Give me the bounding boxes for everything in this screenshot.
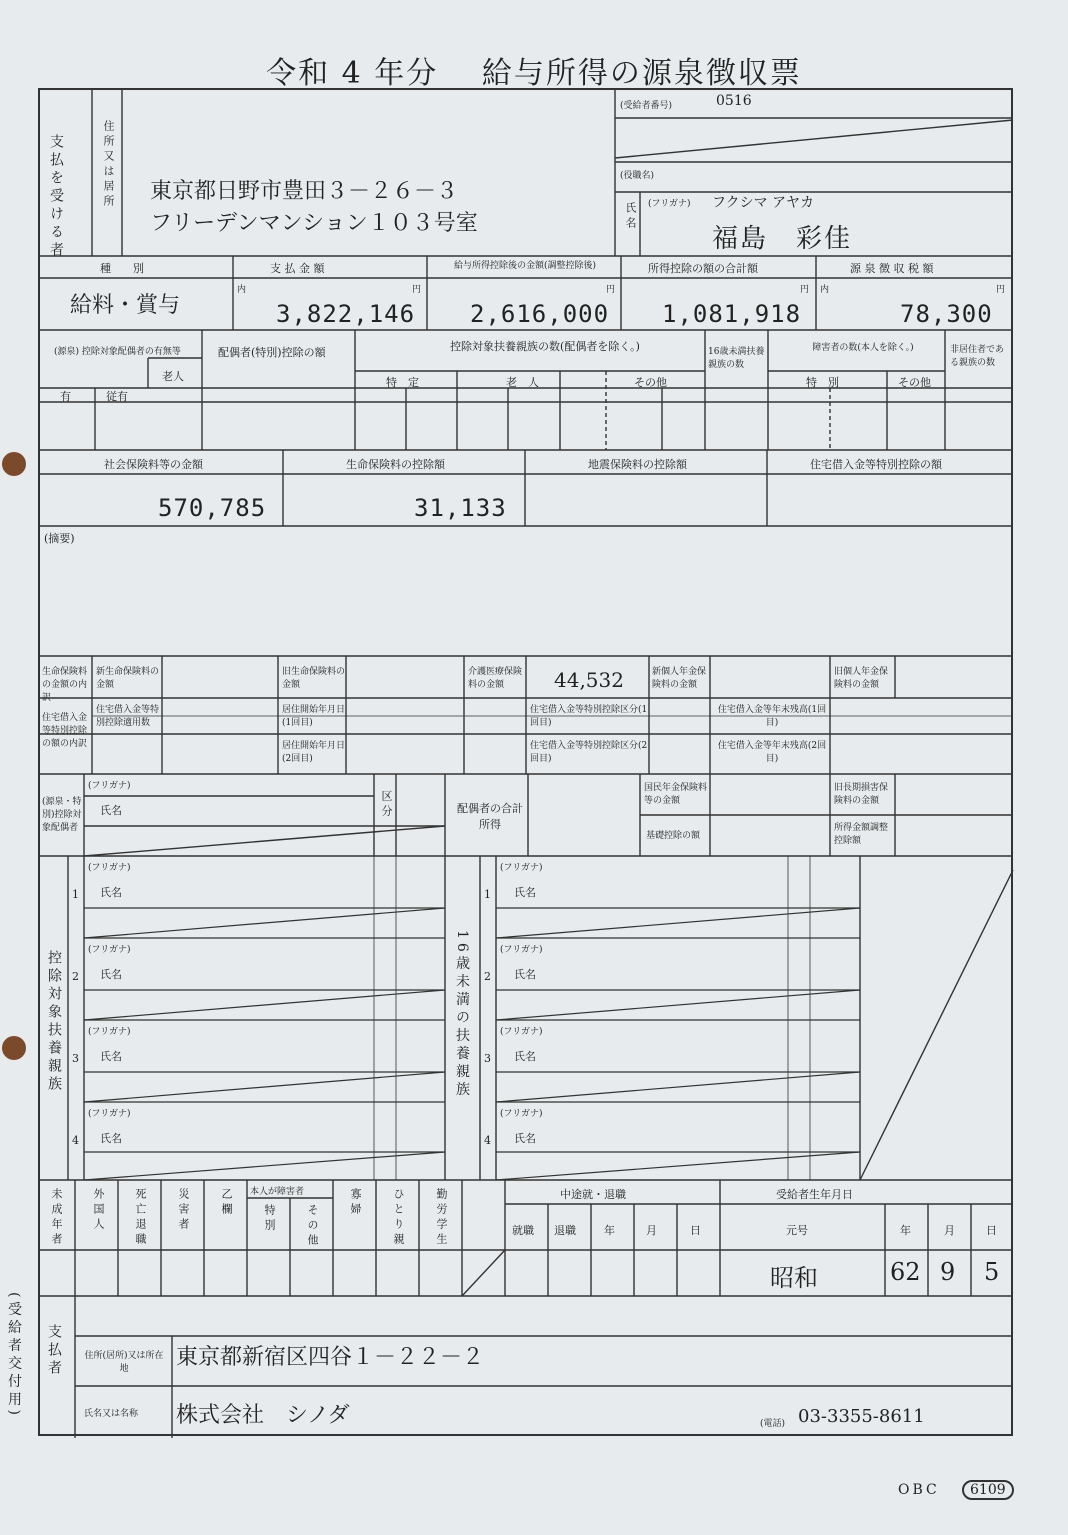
- spouse-furigana-label: (フリガナ): [88, 781, 131, 791]
- flag-widow: 寡婦: [349, 1188, 362, 1218]
- name-label: 氏名: [624, 202, 637, 232]
- unit-yen: 円: [800, 285, 810, 295]
- flag-minor: 未成年者: [50, 1188, 63, 1248]
- life-insurance-amount: 31,133: [414, 494, 507, 522]
- dep-furigana-label: (フリガナ): [88, 1109, 131, 1119]
- special-label: 特 定: [386, 376, 419, 389]
- dep-name-label: 氏名: [100, 1132, 122, 1145]
- housing-start2-label: 居住開始年月日(2回目): [282, 741, 346, 764]
- dep-right-no: 4: [484, 1134, 491, 1147]
- dep-right-no: 2: [484, 970, 491, 983]
- birth-year: 62: [890, 1258, 921, 1286]
- dependents-label: 控除対象扶養親族の数(配偶者を除く。): [450, 340, 640, 353]
- dep-name-label: 氏名: [514, 1132, 536, 1145]
- spouse-total-income-label: 配偶者の合計所得: [457, 802, 523, 831]
- summary-label: (摘要): [44, 532, 75, 545]
- social-insurance-label: 社会保険料等の金額: [104, 458, 203, 471]
- other-label: その他: [634, 376, 667, 389]
- dep-furigana-label: (フリガナ): [500, 945, 543, 955]
- disabled-other-label: その他: [898, 376, 931, 389]
- national-pension-label: 国民年金保険料等の金額: [644, 783, 708, 806]
- midyear-label: 中途就・退職: [560, 1188, 626, 1201]
- under16-label: 16歳未満扶養親族の数: [708, 347, 765, 370]
- day-label: 日: [690, 1224, 701, 1237]
- birth-era: 昭和: [770, 1264, 818, 1292]
- era-label: 元号: [786, 1224, 808, 1237]
- long-term-label: 旧長期損害保険料の金額: [834, 783, 889, 806]
- footer-code: 6109: [962, 1480, 1014, 1500]
- new-pension-label: 新個人年金保険料の金額: [652, 667, 707, 690]
- flag-single-parent: ひとり親: [392, 1188, 405, 1248]
- withholding-header: 源 泉 徴 収 税 額: [850, 262, 934, 275]
- dep-name-label: 氏名: [100, 1050, 122, 1063]
- after-deduction-header: 給与所得控除後の金額(調整控除後): [453, 261, 597, 271]
- unit-in: 内: [237, 285, 247, 295]
- dep-left-no: 3: [72, 1052, 79, 1065]
- care-label: 介護医療保険料の金額: [468, 667, 523, 690]
- recipient-name: 福島 彩佳: [712, 224, 853, 254]
- housing-start1-label: 居住開始年月日(1回目): [282, 705, 346, 728]
- birth-year-label: 年: [900, 1224, 911, 1237]
- life-insurance-label: 生命保険料の控除額: [346, 458, 445, 471]
- housing-count-label: 住宅借入金等特別控除適用数: [96, 705, 160, 728]
- life-breakdown-label: 生命保険料の金額の内訳: [42, 667, 88, 703]
- birth-day-label: 日: [986, 1224, 997, 1237]
- dep-left-no: 1: [72, 888, 79, 901]
- withholding-tax-amount: 78,300: [900, 300, 993, 328]
- disabled-self-label: 本人が障害者: [250, 1187, 305, 1197]
- old-pension-label: 旧個人年金保険料の金額: [834, 667, 889, 690]
- birth-label: 受給者生年月日: [776, 1188, 853, 1201]
- total-deduction-header: 所得控除の額の合計額: [648, 262, 758, 275]
- payment-header: 支 払 金 額: [270, 262, 325, 275]
- housing-bal2-label: 住宅借入金等年末残高(2回目): [717, 741, 827, 764]
- housing-class2-label: 住宅借入金等特別控除区分(2回目): [530, 741, 648, 764]
- dependents-right-label: 16歳未満の扶養親族: [454, 930, 470, 1100]
- flag-special: 特別: [263, 1204, 276, 1234]
- spouse-name-label: 氏名: [100, 804, 122, 817]
- flag-disaster: 災害者: [177, 1188, 190, 1233]
- earthquake-label: 地震保険料の控除額: [588, 458, 687, 471]
- payer-label: 支払者: [46, 1324, 62, 1378]
- dep-right-no: 1: [484, 888, 491, 901]
- after-deduction-amount: 2,616,000: [470, 300, 610, 328]
- dep-name-label: 氏名: [514, 968, 536, 981]
- position-label: (役職名): [620, 171, 655, 181]
- payer-tel: 03-3355-8611: [798, 1406, 925, 1427]
- spouse-kubun-label: 区分: [380, 790, 393, 820]
- flag-foreign: 外国人: [92, 1188, 105, 1233]
- payer-name-label: 氏名又は名称: [84, 1409, 139, 1419]
- flag-student: 勤労学生: [435, 1188, 448, 1248]
- disabled-label: 障害者の数(本人を除く。): [812, 343, 914, 353]
- unit-in: 内: [820, 285, 830, 295]
- spouse-exists-label: (源泉) 控除対象配偶者の有無等: [54, 347, 181, 357]
- birth-day: 5: [984, 1258, 1000, 1286]
- unit-yen: 円: [412, 285, 422, 295]
- recipient-furigana: フクシマ アヤカ: [712, 195, 815, 211]
- new-life-label: 新生命保険料の金額: [96, 667, 160, 690]
- payer-name: 株式会社 シノダ: [176, 1403, 350, 1428]
- job-out-label: 退職: [554, 1224, 576, 1237]
- recipient-address-line2: フリーデンマンション１０３号室: [150, 211, 478, 236]
- dependents-left-label: 控除対象扶養親族: [46, 950, 62, 1094]
- housing-breakdown-label: 住宅借入金等特別控除の額の内訳: [42, 713, 88, 749]
- birth-month-label: 月: [944, 1224, 955, 1237]
- dep-right-no: 3: [484, 1052, 491, 1065]
- total-deduction-amount: 1,081,918: [662, 300, 802, 328]
- housing-class1-label: 住宅借入金等特別控除区分(1回目): [530, 705, 648, 728]
- basic-deduction-label: 基礎控除の額: [646, 831, 701, 841]
- payer-address: 東京都新宿区四谷１－２２－２: [176, 1345, 485, 1370]
- month-label: 月: [646, 1224, 657, 1237]
- type-header: 種 別: [100, 262, 144, 275]
- pay-to-label: 支払を受ける者: [48, 134, 64, 260]
- side-note: (受給者交付用): [6, 1292, 22, 1419]
- dep-name-label: 氏名: [100, 968, 122, 981]
- flag-other: その他: [306, 1204, 319, 1249]
- dep-left-no: 2: [72, 970, 79, 983]
- recipient-address-line1: 東京都日野市豊田３－２６－３: [150, 179, 459, 204]
- dep-name-label: 氏名: [514, 1050, 536, 1063]
- footer-brand: OBC: [898, 1482, 940, 1498]
- disabled-special-label: 特 別: [806, 376, 839, 389]
- flag-death: 死亡退職: [134, 1188, 147, 1248]
- recipient-no: 0516: [716, 93, 752, 109]
- binder-hole: [2, 1036, 26, 1060]
- form-title: 令和 4 年分 給与所得の源泉徴収票: [266, 56, 802, 91]
- income-type: 給料・賞与: [70, 293, 181, 318]
- old-life-label: 旧生命保険料の金額: [282, 667, 346, 690]
- dep-name-label: 氏名: [514, 886, 536, 899]
- unit-yen: 円: [996, 285, 1006, 295]
- dep-left-no: 4: [72, 1134, 79, 1147]
- housing-label: 住宅借入金等特別控除の額: [810, 458, 942, 471]
- yes-label: 有: [60, 390, 71, 403]
- withholding-slip-form: [38, 88, 1013, 1436]
- old-label: 老 人: [506, 376, 539, 389]
- nonresident-label: 非居住者である親族の数: [950, 345, 1005, 368]
- housing-bal1-label: 住宅借入金等年末残高(1回目): [717, 705, 827, 728]
- care-amount: 44,532: [554, 668, 624, 692]
- flag-otsu: 乙欄: [220, 1188, 233, 1218]
- job-in-label: 就職: [512, 1224, 534, 1237]
- dep-furigana-label: (フリガナ): [88, 863, 131, 873]
- dep-furigana-label: (フリガナ): [500, 1027, 543, 1037]
- recipient-no-label: (受給者番号): [620, 101, 673, 111]
- year-label: 年: [604, 1224, 615, 1237]
- elderly-label: 老人: [162, 370, 184, 383]
- dep-furigana-label: (フリガナ): [88, 1027, 131, 1037]
- payer-address-label: 住所(居所)又は所在地: [84, 1351, 164, 1374]
- dep-furigana-label: (フリガナ): [500, 1109, 543, 1119]
- social-insurance-amount: 570,785: [158, 494, 267, 522]
- spouse-deduction-label: 配偶者(特別)控除の額: [218, 346, 326, 359]
- furigana-label: (フリガナ): [648, 199, 691, 209]
- dep-furigana-label: (フリガナ): [500, 863, 543, 873]
- unit-yen: 円: [606, 285, 616, 295]
- birth-month: 9: [940, 1258, 956, 1286]
- dep-furigana-label: (フリガナ): [88, 945, 131, 955]
- spouse-row-label: (源泉・特別)控除対象配偶者: [42, 797, 82, 833]
- address-label: 住所又は居所: [102, 120, 115, 210]
- tel-label: (電話): [760, 1419, 786, 1429]
- adjust-label: 所得金額調整控除額: [834, 823, 889, 846]
- dependent-yes-label: 従有: [106, 390, 128, 403]
- binder-hole: [2, 452, 26, 476]
- dep-name-label: 氏名: [100, 886, 122, 899]
- payment-amount: 3,822,146: [276, 300, 416, 328]
